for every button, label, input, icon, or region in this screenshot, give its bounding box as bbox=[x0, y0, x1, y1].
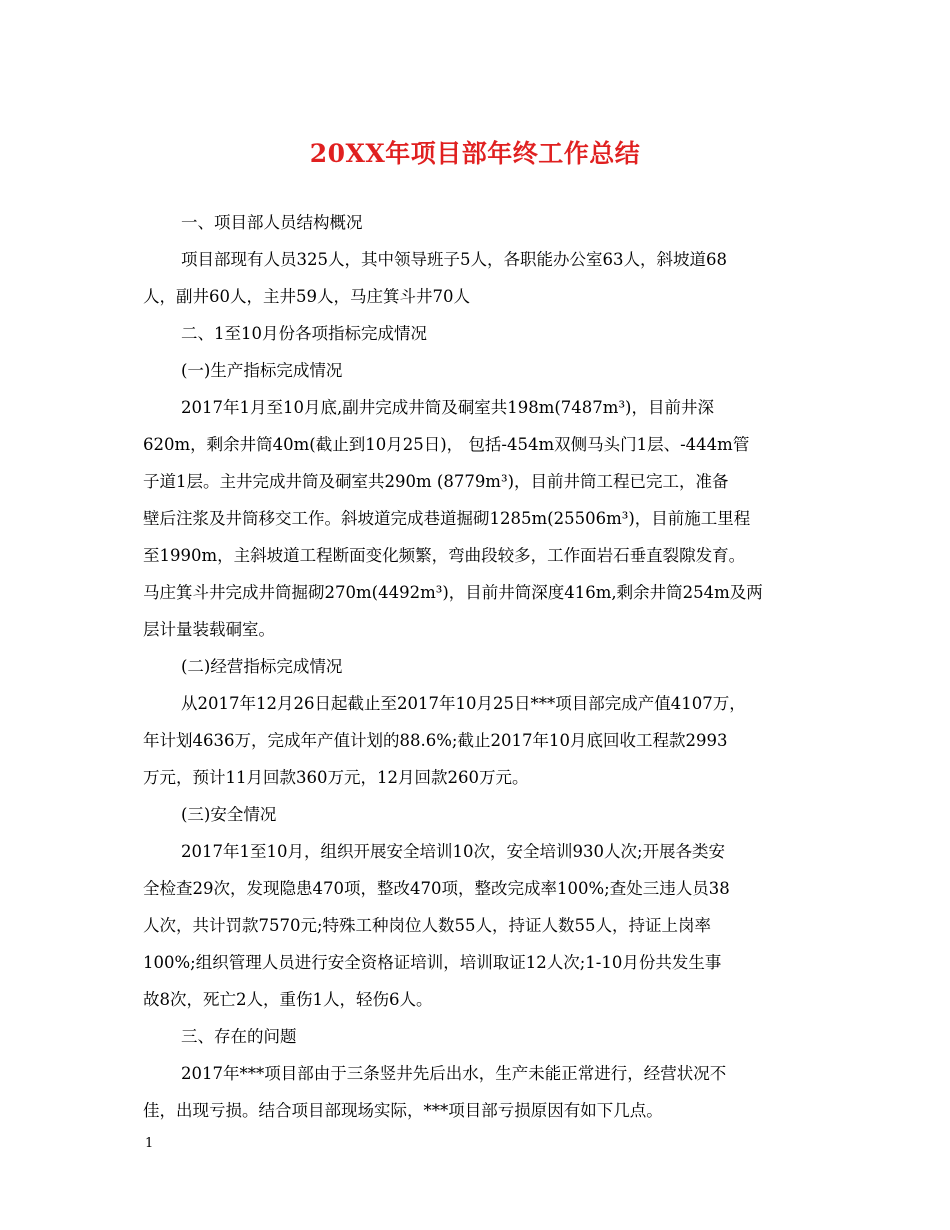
paragraph-line: 2017年1至10月，组织开展安全培训10次，安全培训930人次;开展各类安 bbox=[181, 842, 726, 861]
paragraph-line: 万元，预计11月回款360万元，12月回款260万元。 bbox=[143, 768, 529, 787]
document-body bbox=[143, 204, 813, 1129]
paragraph-line: 人次，共计罚款7570元;特殊工种岗位人数55人，持证人数55人，持证上岗率 bbox=[143, 916, 712, 935]
subsection-heading: (二)经营指标完成情况 bbox=[181, 657, 343, 676]
paragraph-line: 年计划4636万，完成年产值计划的88.6%;截止2017年10月底回收工程款2993 bbox=[143, 731, 728, 750]
paragraph-line: 人，副井60人，主井59人，马庄箕斗井70人 bbox=[143, 287, 470, 306]
paragraph-line: 马庄箕斗井完成井筒掘砌270m(4492m³)，目前井筒深度416m,剩余井筒254m及两 bbox=[143, 583, 763, 602]
paragraph-line: 从2017年12月26日起截止至2017年10月25日***项目部完成产值4107万， bbox=[181, 694, 746, 713]
subsection-heading: (三)安全情况 bbox=[181, 805, 277, 824]
paragraph-line: 2017年1月至10月底,副井完成井筒及硐室共198m(7487m³)，目前井深 bbox=[181, 398, 714, 417]
section-heading: 二、1至10月份各项指标完成情况 bbox=[181, 324, 427, 343]
paragraph-line: 佳，出现亏损。结合项目部现场实际，***项目部亏损原因有如下几点。 bbox=[143, 1101, 663, 1120]
section-heading: 三、存在的问题 bbox=[181, 1027, 297, 1046]
paragraph-line: 至1990m，主斜坡道工程断面变化频繁，弯曲段较多，工作面岩石垂直裂隙发育。 bbox=[143, 546, 746, 565]
paragraph-line: 层计量装载硐室。 bbox=[143, 620, 275, 639]
paragraph-line: 壁后注浆及井筒移交工作。斜坡道完成巷道掘砌1285m(25506m³)，目前施工里程 bbox=[143, 509, 751, 528]
page-number: 1 bbox=[145, 1136, 154, 1151]
paragraph-line: 子道1层。主井完成井筒及硐室共290m (8779m³)，目前井筒工程已完工，准备 bbox=[143, 472, 729, 491]
document-title: 20XX年项目部年终工作总结 bbox=[309, 139, 641, 168]
paragraph-line: 620m，剩余井筒40m(截止到10月25日)， 包括-454m双侧马头门1层、-444m管 bbox=[143, 435, 750, 454]
paragraph-line: 100%;组织管理人员进行安全资格证培训，培训取证12人次;1-10月份共发生事 bbox=[143, 953, 722, 972]
paragraph-line: 项目部现有人员325人，其中领导班子5人，各职能办公室63人，斜坡道68 bbox=[181, 250, 727, 269]
paragraph-line: 全检查29次，发现隐患470项，整改470项，整改完成率100%;查处三违人员38 bbox=[143, 879, 730, 898]
subsection-heading: (一)生产指标完成情况 bbox=[181, 361, 343, 380]
section-heading: 一、项目部人员结构概况 bbox=[181, 213, 363, 232]
paragraph-line: 故8次，死亡2人，重伤1人，轻伤6人。 bbox=[143, 990, 433, 1009]
paragraph-line: 2017年***项目部由于三条竖井先后出水，生产未能正常进行，经营状况不 bbox=[181, 1064, 727, 1083]
